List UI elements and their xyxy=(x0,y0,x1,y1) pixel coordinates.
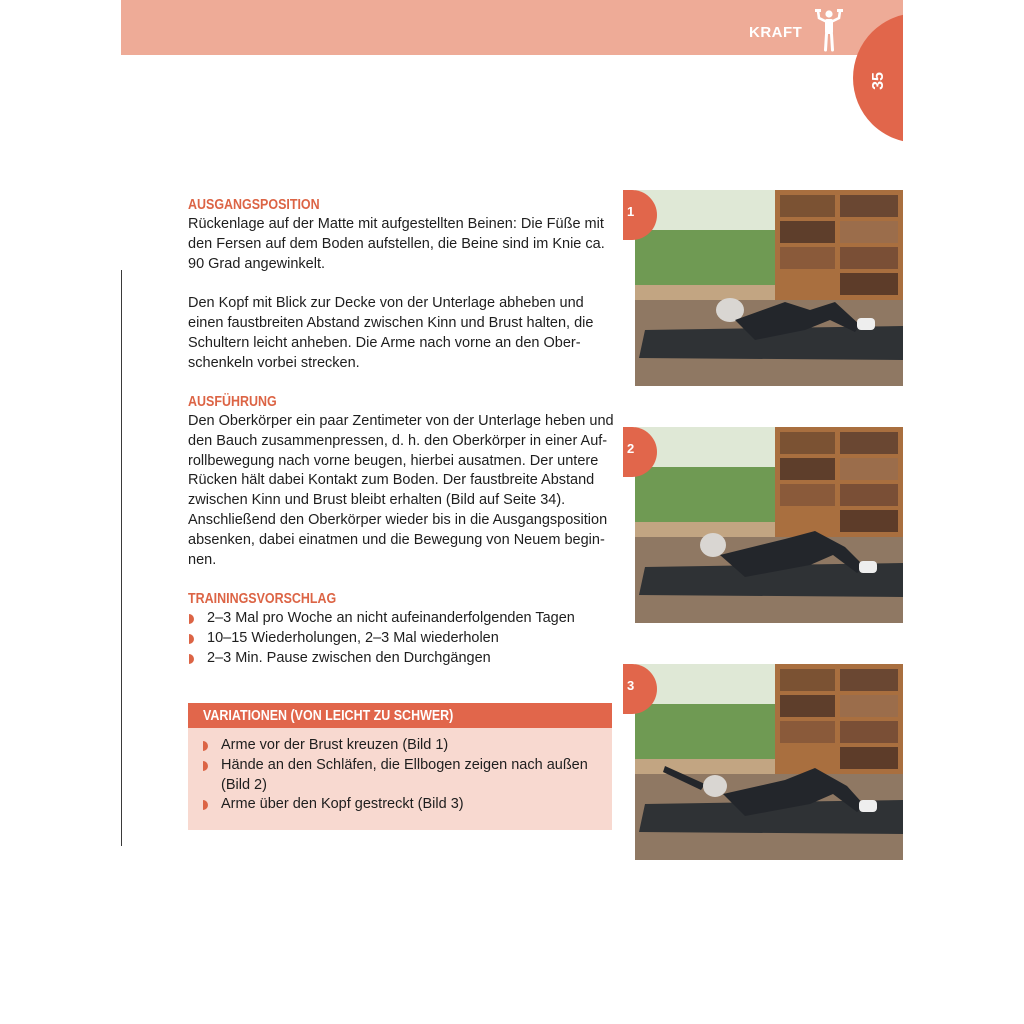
heading-ausgangsposition: AUSGANGSPOSITION xyxy=(188,197,320,213)
section-ausgangsposition xyxy=(188,195,618,373)
variations-list xyxy=(202,736,602,815)
paragraph-execution: Den Oberkörper ein paar Zentimeter von der Unterlage heben und den Bauch zusammenpressen, d. h. den Oberkörper in einer Auf- rollbewegung nach vorne beugen, hierbei ausatmen. Der untere Rücken hält dabei Kontakt zum Boden. Der faustbreite Abstand zwischen Kinn und Brust bleibt erhalten (Bild auf Seite 34). Anschließend den Oberkörper wieder bis in die Ausgangsposition absenken, dabei einatmen und die Bewegung von Neuem begin- nen. xyxy=(188,413,614,568)
variations-box xyxy=(188,703,612,830)
list-item: 10–15 Wiederholungen, 2–3 Mal wiederholen xyxy=(188,629,618,649)
list-item: 2–3 Mal pro Woche an nicht aufeinanderfolgenden Tagen xyxy=(188,609,618,629)
bullet-icon xyxy=(203,761,208,771)
photo-number-badge: 2 xyxy=(623,427,657,477)
variations-title: VARIATIONEN (VON LEICHT ZU SCHWER) xyxy=(203,708,454,724)
list-item: Hände an den Schläfen, die Ellbogen zeigen nach außen (Bild 2) xyxy=(202,756,602,796)
section-label: KRAFT xyxy=(749,24,803,41)
paragraph-head-position: Den Kopf mit Blick zur Decke von der Unterlage abheben und einen faustbreiten Abstand zwischen Kinn und Brust halten, die Schultern leicht anheben. Die Arme nach vorne an den Ober- schenkeln vorbei strecken. xyxy=(188,295,594,371)
exercise-photo-3 xyxy=(627,664,903,860)
photo-scene xyxy=(635,664,903,860)
paragraph-start-position: Rückenlage auf der Matte mit aufgestellten Beinen: Die Füße mit den Fersen auf dem Boden aufstellen, die Beine sind im Knie ca. 90 Grad angewinkelt. xyxy=(188,216,605,272)
section-ausfuehrung xyxy=(188,392,618,570)
page-number: 35 xyxy=(870,72,887,90)
photo-scene xyxy=(635,190,903,386)
photo-number-badge: 3 xyxy=(623,664,657,714)
heading-trainingsvorschlag: TRAININGSVORSCHLAG xyxy=(188,591,337,607)
bullet-icon xyxy=(203,800,208,810)
list-item: Arme über den Kopf gestreckt (Bild 3) xyxy=(202,795,602,815)
training-list xyxy=(188,609,618,668)
photo-scene xyxy=(635,427,903,623)
heading-ausfuehrung: AUSFÜHRUNG xyxy=(188,394,277,410)
bullet-icon xyxy=(203,741,208,751)
bullet-icon xyxy=(189,634,194,644)
variations-header xyxy=(188,703,612,728)
list-item: Arme vor der Brust kreuzen (Bild 1) xyxy=(202,736,602,756)
margin-rule xyxy=(121,270,122,846)
bullet-icon xyxy=(189,614,194,624)
exercise-photo-2 xyxy=(627,427,903,623)
photo-number-badge: 1 xyxy=(623,190,657,240)
exercise-photo-1 xyxy=(627,190,903,386)
figure-weights-icon xyxy=(814,8,844,52)
list-item: 2–3 Min. Pause zwischen den Durchgängen xyxy=(188,649,618,669)
section-trainingsvorschlag xyxy=(188,589,618,668)
bullet-icon xyxy=(189,654,194,664)
